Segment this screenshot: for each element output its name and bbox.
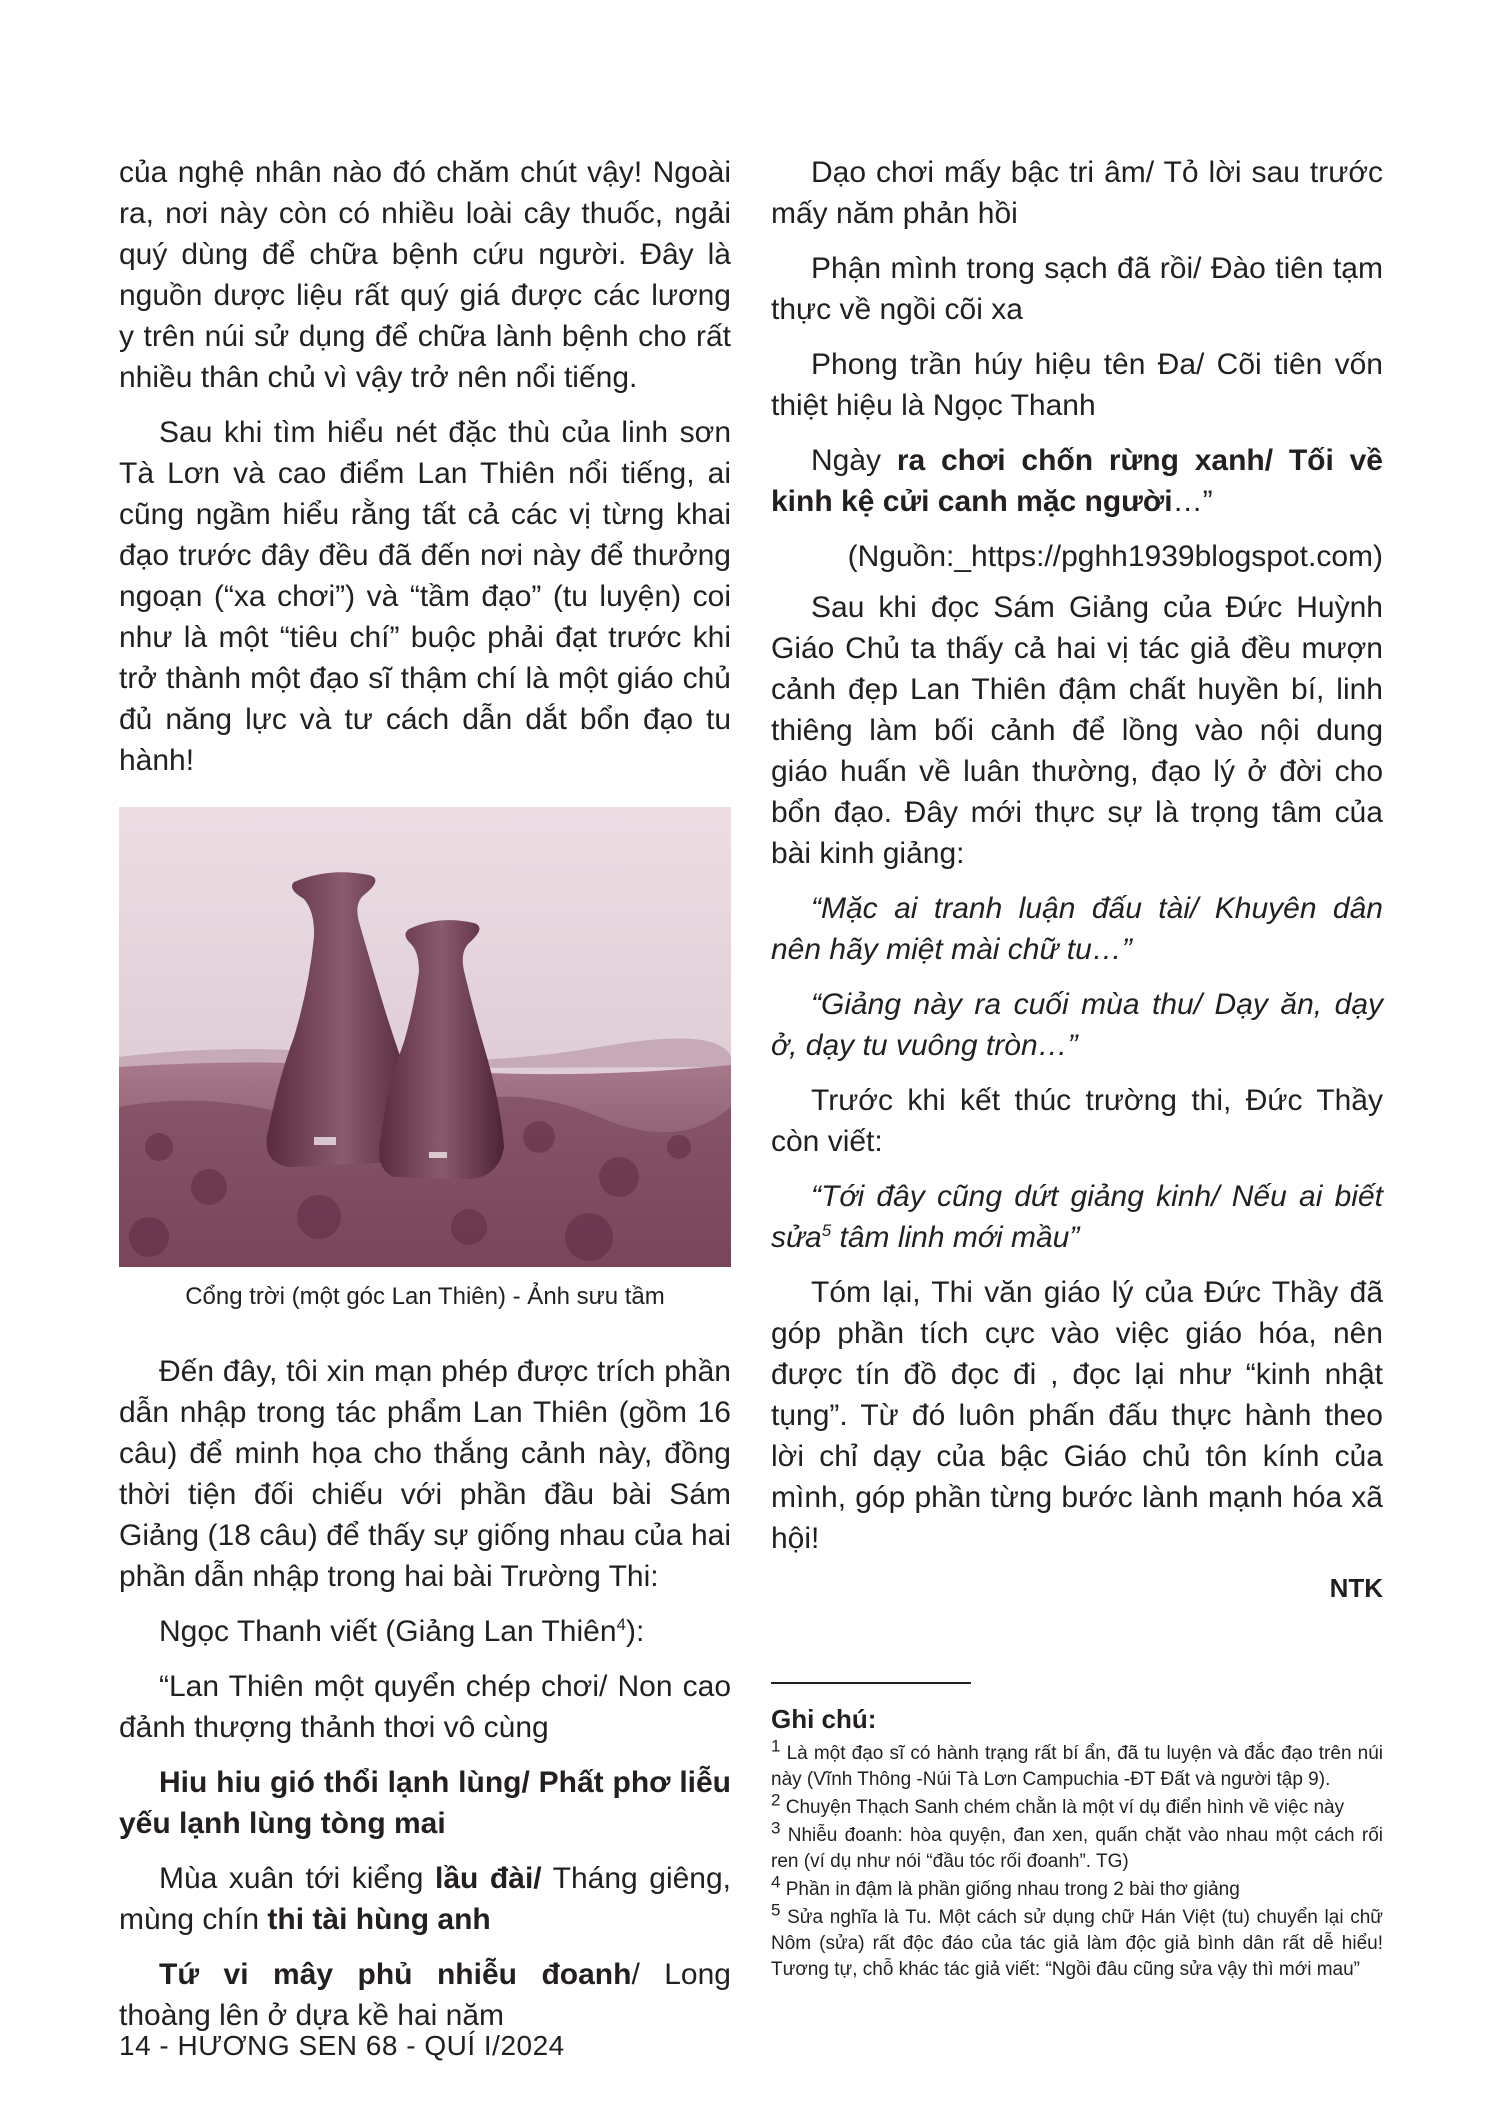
paragraph-1: của nghệ nhân nào đó chăm chút vậy! Ngoài ra, nơi này còn có nhiều loài cây thuốc, ngải quý dùng để chữa bệnh cứu người. Đây là nguồn dược liệu rất quý giá được các lương y trên núi sử dụng để chữa lành bệnh cho rất nhiều thân chủ vì vậy trở nên nổi tiếng. — [119, 156, 731, 394]
footnotes-list — [771, 1736, 1383, 1983]
paragraph-4 — [119, 1611, 731, 1652]
verse-3-c: Tháng giêng, mùng chín — [119, 1862, 731, 1936]
verse-2: Hiu hiu gió thổi lạnh lùng/ Phất phơ liễu yếu lạnh lùng tòng mai — [119, 1766, 731, 1840]
footnote — [771, 1900, 1383, 1983]
footnote-ref-4: 4 — [616, 1615, 626, 1634]
left-column — [119, 152, 731, 2050]
paragraph-3: Đến đây, tôi xin mạn phép được trích phần dẫn nhập trong tác phẩm Lan Thiên (gồm 16 câu) để minh họa cho thắng cảnh này, đồng thời tiện đối chiếu với phần đầu bài Sám Giảng (18 câu) để thấy sự giống nhau của hai phần dẫn nhập trong hai bài Trường Thi: — [119, 1355, 731, 1593]
quote-3 — [771, 1176, 1383, 1258]
verse-4 — [119, 1954, 731, 2036]
quote-2: “Giảng này ra cuối mùa thu/ Dạy ăn, dạy ở, dạy tu vuông tròn…” — [771, 988, 1383, 1062]
verse-8-b: ra chơi chốn rừng xanh/ Tối về kinh kệ cửi canh mặc người — [771, 444, 1383, 518]
quote-3-b: tâm linh mới mầu” — [831, 1221, 1080, 1254]
footnote-number: 2 — [771, 1790, 781, 1810]
source-citation: (Nguồn:_https://pghh1939blogspot.com) — [847, 540, 1383, 573]
page-footer: 14 - HƯƠNG SEN 68 - QUÍ I/2024 — [119, 2030, 565, 2061]
verse-8 — [771, 440, 1383, 522]
notes-title: Ghi chú: — [771, 1704, 877, 1734]
quote-3-a: “Tới đây cũng dứt giảng kinh/ Nếu ai biết sửa — [771, 1180, 1383, 1254]
footnote-number: 4 — [771, 1872, 781, 1892]
footnote — [771, 1736, 1383, 1793]
verse-1: “Lan Thiên một quyển chép chơi/ Non cao đảnh thượng thảnh thơi vô cùng — [119, 1670, 731, 1744]
footnote-number: 3 — [771, 1818, 781, 1838]
notes-divider — [771, 1682, 971, 1684]
verse-3-b: lầu đài/ — [435, 1862, 542, 1895]
footnote — [771, 1818, 1383, 1875]
verse-8-c: …” — [1172, 485, 1213, 518]
verse-3-a: Mùa xuân tới kiểng — [159, 1862, 436, 1895]
paragraph-4-end: ): — [625, 1615, 645, 1648]
footnote — [771, 1790, 1383, 1821]
photo-caption: Cổng trời (một góc Lan Thiên) - Ảnh sưu tầm — [185, 1283, 665, 1310]
paragraph-7: Tóm lại, Thi văn giáo lý của Đức Thầy đã góp phần tích cực vào việc giáo hóa, nên được tín đồ đọc đi , đọc lại như “kinh nhật tụng”. Từ đó luôn phấn đấu thực hành theo lời chỉ dạy của bậc Giáo chủ tôn kính của mình, góp phần từng bước lành mạnh hóa xã hội! — [771, 1276, 1383, 1555]
footnote — [771, 1872, 1383, 1903]
verse-4-b: / Long thoàng lên ở dựa kề hai năm — [119, 1958, 731, 2032]
verse-3 — [119, 1858, 731, 1940]
photo-illustration — [119, 807, 731, 1267]
paragraph-6: Trước khi kết thúc trường thi, Đức Thầy còn viết: — [771, 1084, 1383, 1158]
paragraph-5: Sau khi đọc Sám Giảng của Đức Huỳnh Giáo Chủ ta thấy cả hai vị tác giả đều mượn cảnh đẹp Lan Thiên đậm chất huyền bí, linh thiêng làm bối cảnh để lồng vào nội dung giáo huấn về luân thường, đạo lý ở đời cho bổn đạo. Đây mới thực sự là trọng tâm của bài kinh giảng: — [771, 591, 1383, 870]
footnote-text: Phần in đậm là phần giống nhau trong 2 bài thơ giảng — [780, 1879, 1240, 1900]
footnote-text: Nhiễu đoanh: hòa quyện, đan xen, quấn chặt vào nhau một cách rối ren (ví dụ như nói “đầu tóc rối đoanh”. TG) — [771, 1825, 1383, 1872]
footnote-text: Là một đạo sĩ có hành trạng rất bí ẩn, đã tu luyện và đắc đạo trên núi này (Vĩnh Thông -Núi Tà Lơn Campuchia -ĐT Đất và người tập 9). — [771, 1743, 1383, 1790]
verse-3-d: thi tài hùng anh — [267, 1903, 491, 1936]
footnote-ref-5: 5 — [821, 1221, 832, 1240]
author-signature: NTK — [1329, 1573, 1383, 1603]
verse-4-a: Tứ vi mây phủ nhiễu đoanh — [159, 1958, 632, 1991]
verse-8-a: Ngày — [811, 444, 897, 477]
right-column — [771, 152, 1383, 1985]
photo-cong-troi — [119, 807, 731, 1267]
footnote-text: Sửa nghĩa là Tu. Một cách sử dụng chữ Hán Việt (tu) chuyển lại chữ Nôm (sửa) rất độc đáo của tác giả làm độc giả bình dân rất dễ hiểu! Tương tự, chỗ khác tác giả viết: “Ngồi đâu cũng sửa vậy thì mới mau” — [771, 1907, 1383, 1980]
footnote-number: 1 — [771, 1736, 781, 1756]
quote-1: “Mặc ai tranh luận đấu tài/ Khuyên dân nên hãy miệt mài chữ tu…” — [771, 892, 1383, 966]
paragraph-4-text: Ngọc Thanh viết (Giảng Lan Thiên — [159, 1615, 617, 1648]
paragraph-2: Sau khi tìm hiểu nét đặc thù của linh sơn Tà Lơn và cao điểm Lan Thiên nổi tiếng, ai cũng ngầm hiểu rằng tất cả các vị từng khai đạo trước đây đều đã đến nơi này để thưởng ngoạn (“xa chơi”) và “tầm đạo” (tu luyện) coi như là một “tiêu chí” buộc phải đạt trước khi trở thành một đạo sĩ thậm chí là một giáo chủ đủ năng lực và tư cách dẫn dắt bổn đạo tu hành! — [119, 416, 731, 777]
footnote-number: 5 — [771, 1900, 781, 1920]
verse-7: Phong trần húy hiệu tên Đa/ Cõi tiên vốn thiệt hiệu là Ngọc Thanh — [771, 348, 1383, 422]
verse-5: Dạo chơi mấy bậc tri âm/ Tỏ lời sau trước mấy năm phản hồi — [771, 156, 1383, 230]
verse-6: Phận mình trong sạch đã rồi/ Đào tiên tạm thực về ngồi cõi xa — [771, 252, 1383, 326]
footnote-text: Chuyện Thạch Sanh chém chằn là một ví dụ điển hình về việc này — [780, 1797, 1345, 1818]
